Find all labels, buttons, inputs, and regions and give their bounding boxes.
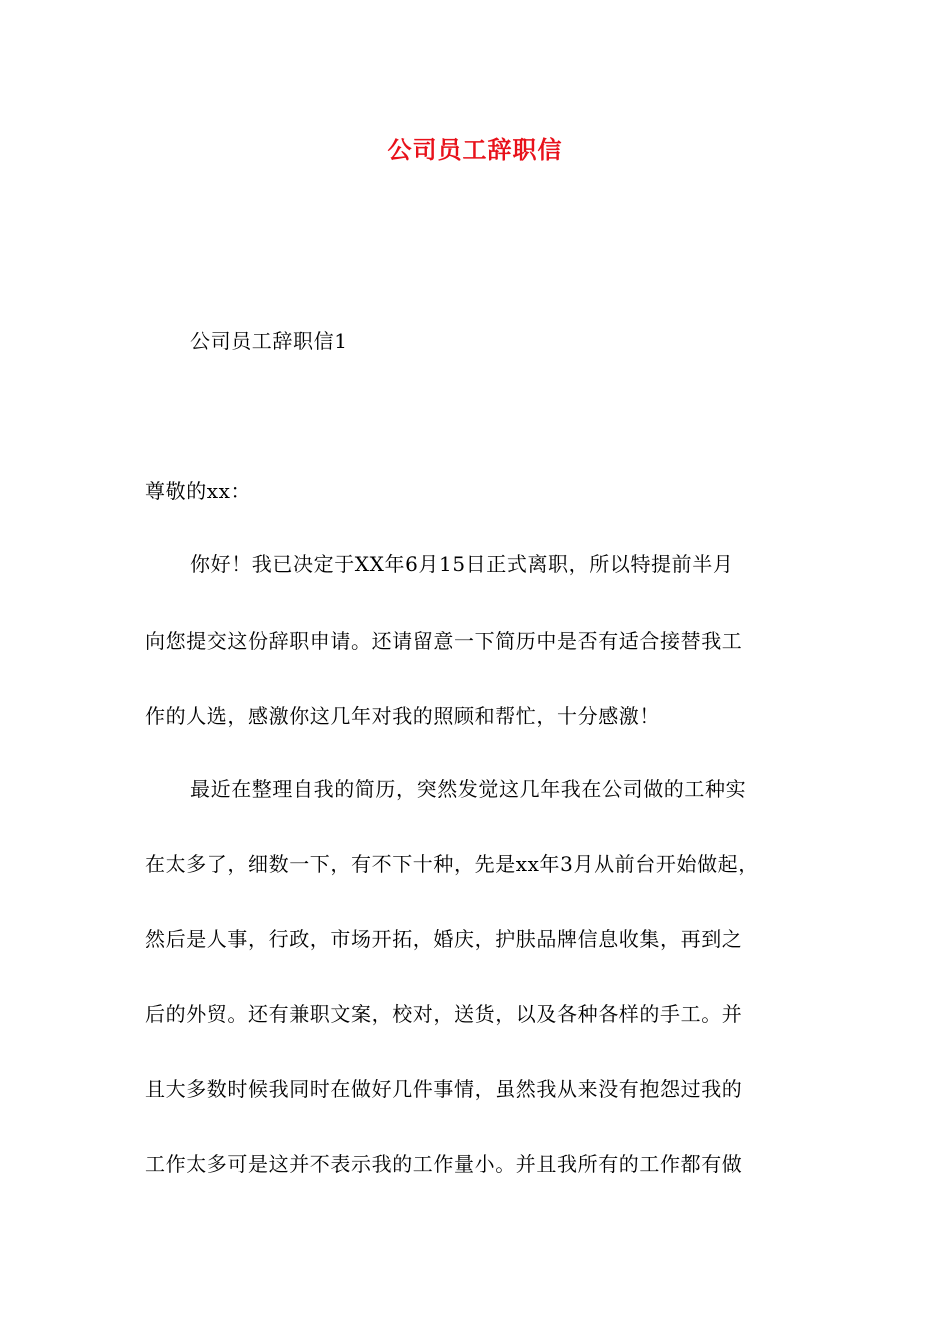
page-title: 公司员工辞职信 [387, 136, 563, 164]
paragraph-line: 作的人选，感激你这几年对我的照顾和帮忙，十分感激！ [145, 704, 660, 728]
paragraph-line: 向您提交这份辞职申请。还请留意一下简历中是否有适合接替我工 [145, 629, 743, 653]
paragraph-line: 然后是人事，行政，市场开拓，婚庆，护肤品牌信息收集，再到之 [145, 927, 743, 951]
paragraph-line: 工作太多可是这并不表示我的工作量小。并且我所有的工作都有做 [145, 1152, 743, 1176]
salutation: 尊敬的xx： [145, 479, 252, 503]
paragraph-line: 最近在整理自我的简历，突然发觉这几年我在公司做的工种实 [190, 777, 747, 801]
paragraph-line: 后的外贸。还有兼职文案，校对，送货，以及各种各样的手工。并 [145, 1002, 743, 1026]
paragraph-line: 在太多了，细数一下，有不下十种，先是xx年3月从前台开始做起， [145, 852, 759, 876]
section-heading: 公司员工辞职信1 [190, 329, 348, 353]
paragraph-line: 且大多数时候我同时在做好几件事情，虽然我从来没有抱怨过我的 [145, 1077, 743, 1101]
paragraph-line: 你好！我已决定于XX年6月15日正式离职，所以特提前半月 [190, 552, 734, 576]
